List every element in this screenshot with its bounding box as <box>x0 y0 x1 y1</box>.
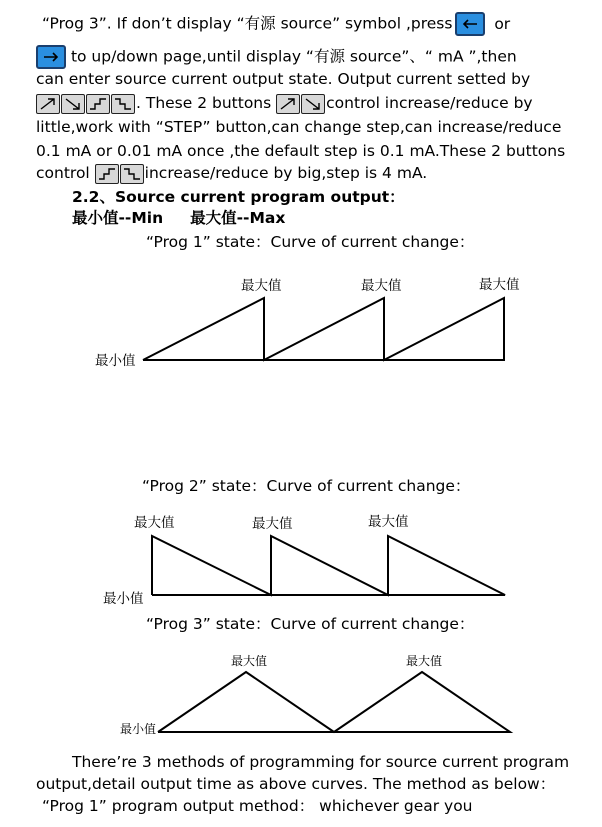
prog1-sawtooth-line <box>143 298 504 360</box>
slope-up-icon <box>37 95 59 113</box>
para1-line5: little,work with “STEP” button,can change step,can increase/reduce <box>36 118 562 136</box>
step-down-key <box>111 94 135 114</box>
step-down-icon <box>121 165 143 183</box>
slope-up-key-2 <box>276 94 300 114</box>
slope-up-icon <box>277 95 299 113</box>
para1-line6: 0.1 mA or 0.01 mA once ,the default step is 0.1 mA.These 2 buttons <box>36 142 566 160</box>
step-up-icon <box>96 165 118 183</box>
para1-line1-or: or <box>494 14 511 33</box>
step-down-key-2 <box>120 164 144 184</box>
para1-line4-text-b: control increase/reduce by <box>326 94 533 112</box>
right-arrow-key <box>36 45 66 69</box>
para1-line2-text: to up/down page,until display “有源 source”、“ mA ”,then <box>70 47 517 66</box>
para1-line1-text: “Prog 3”. If don’t display “有源 source” symbol ,press <box>42 14 453 33</box>
prog3-triangle-line <box>158 672 510 732</box>
para2-line3: “Prog 1” program output method： whichever gear you <box>42 797 473 815</box>
curve1-caption: “Prog 1” state：Curve of current change： <box>146 233 475 251</box>
slope-down-key-2 <box>301 94 325 114</box>
curve3-caption: “Prog 3” state：Curve of current change： <box>146 615 475 633</box>
para1-line1 <box>42 12 510 36</box>
left-arrow-icon <box>457 14 483 34</box>
slope-up-key <box>36 94 60 114</box>
para1-line4 <box>36 93 533 114</box>
curve3-max-label-2: 最大值 <box>406 654 443 668</box>
curve3-max-label-1: 最大值 <box>231 654 268 668</box>
slope-down-key <box>61 94 85 114</box>
curve1-max-label-1: 最大值 <box>241 278 282 294</box>
para2-line1: There’re 3 methods of programming for source current program <box>72 753 570 771</box>
curve1-max-label-2: 最大值 <box>361 278 402 294</box>
prog2-sawtooth-line <box>152 536 505 595</box>
para1-line7-text-b: increase/reduce by big,step is 4 mA. <box>144 164 428 182</box>
prog2-curve-diagram <box>0 508 602 608</box>
right-arrow-icon <box>38 47 64 67</box>
curve2-max-label-3: 最大值 <box>368 514 409 530</box>
slope-down-icon <box>302 95 324 113</box>
step-up-key-2 <box>95 164 119 184</box>
para1-line2 <box>36 45 517 69</box>
curve2-min-label: 最小值 <box>103 591 144 607</box>
step-down-icon <box>112 95 134 113</box>
para1-line4-text-a: . These 2 buttons <box>136 94 272 112</box>
min-max-legend: 最小值--Min 最大值--Max <box>72 209 286 227</box>
curve2-max-label-1: 最大值 <box>134 515 175 531</box>
prog1-curve-diagram <box>0 268 602 378</box>
curve2-max-label-2: 最大值 <box>252 516 293 532</box>
left-arrow-key <box>455 12 485 36</box>
curve3-min-label: 最小值 <box>120 722 157 736</box>
step-up-icon <box>87 95 109 113</box>
slope-down-icon <box>62 95 84 113</box>
section-heading: 2.2、Source current program output： <box>72 188 405 206</box>
para1-line7 <box>36 163 427 184</box>
curve2-caption: “Prog 2” state：Curve of current change： <box>142 477 471 495</box>
step-up-key <box>86 94 110 114</box>
para2-line2: output,detail output time as above curves. The method as below： <box>36 775 556 793</box>
para1-line3: can enter source current output state. Output current setted by <box>36 70 531 88</box>
prog3-curve-diagram <box>0 648 602 744</box>
para1-line7-text-a: control <box>36 164 90 182</box>
curve1-max-label-3: 最大值 <box>479 277 520 293</box>
curve1-min-label: 最小值 <box>95 353 136 369</box>
